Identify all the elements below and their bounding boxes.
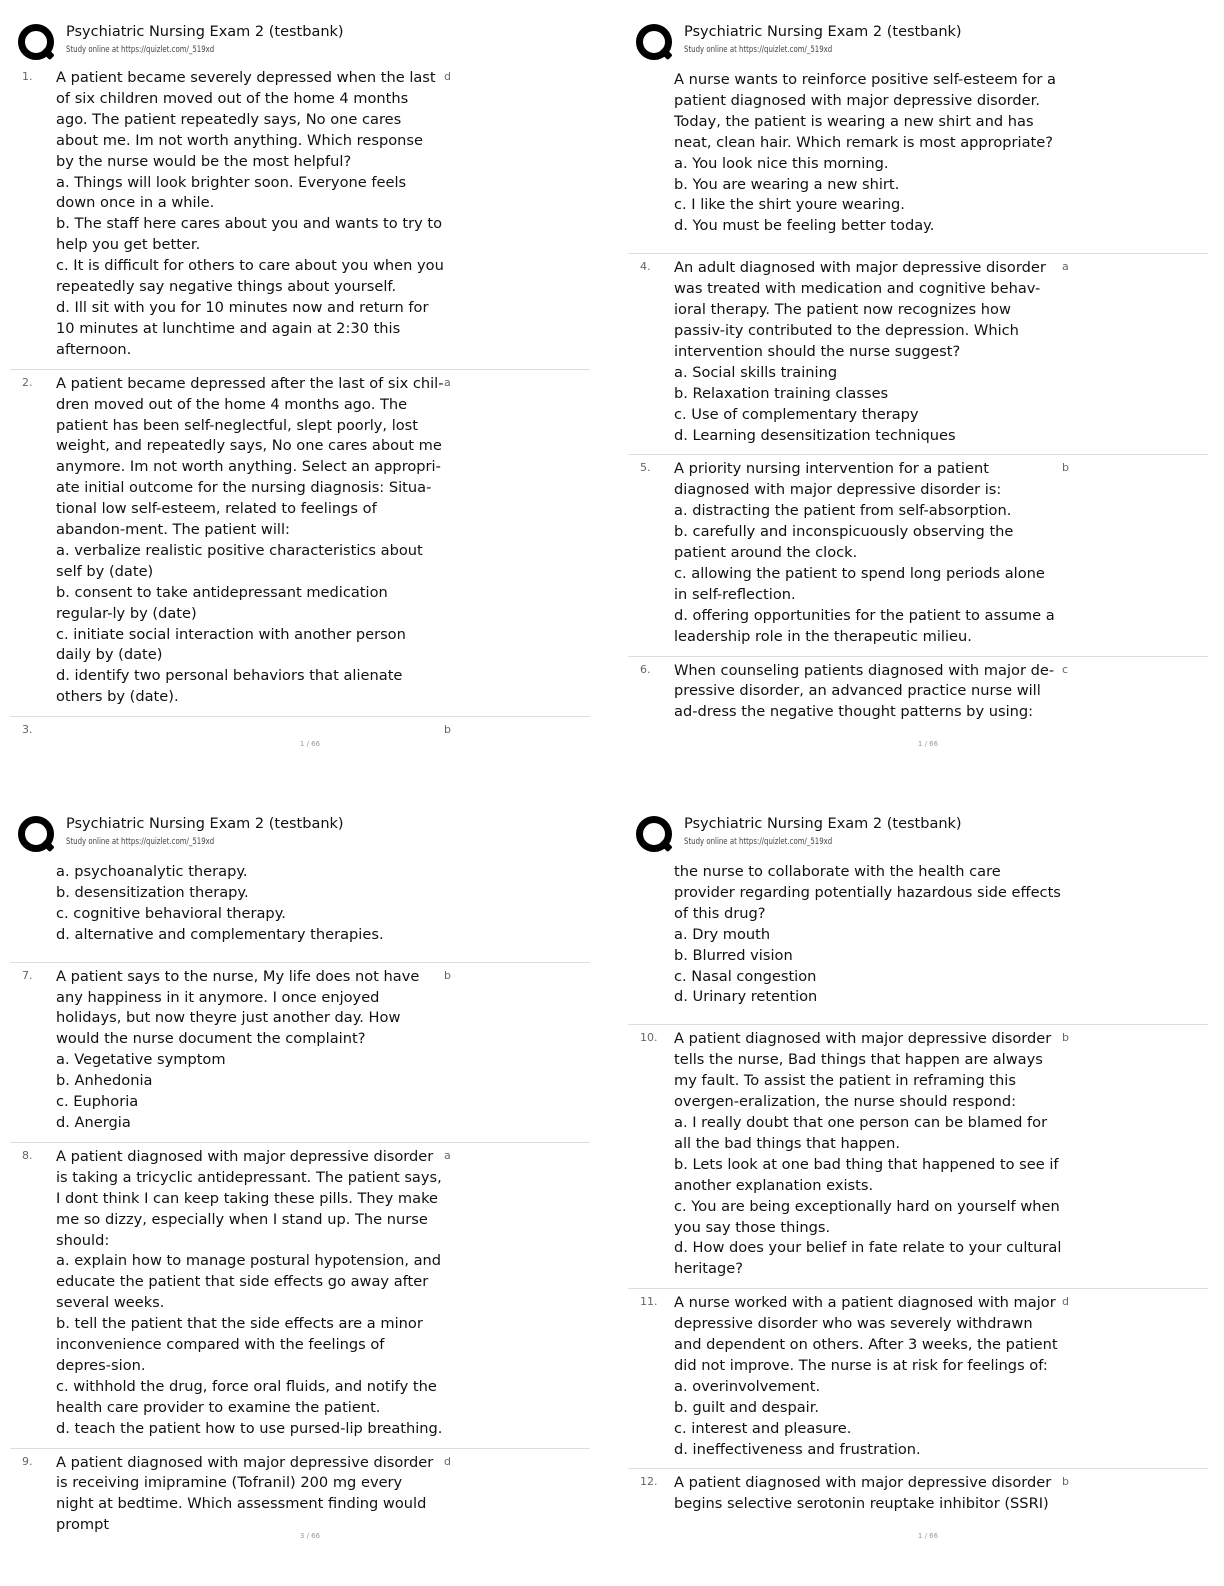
page-3 bbox=[10, 806, 610, 1586]
question-number: 5. bbox=[640, 461, 651, 475]
quizlet-logo-icon bbox=[636, 816, 672, 852]
answer-key: a bbox=[444, 1148, 451, 1162]
continued-text: A nurse wants to reinforce positive self-esteem for a patient diagnosed with major depressive disorder. Today, the patient is wearing a new shirt and has neat, clean hair. Which remark is most appropriate? a. You look nice this morning. b. You are wearing a new shirt. c. I like the shirt youre wearing. d. You must be feeling better today. bbox=[674, 71, 1056, 235]
answer-key: b bbox=[444, 723, 451, 737]
question-card bbox=[10, 963, 590, 1143]
question-number: 4. bbox=[640, 260, 651, 274]
answer-key: d bbox=[1062, 1295, 1069, 1309]
question-text: A patient says to the nurse, My life does not have any happiness in it anymore. I once enjoyed holidays, but now theyre just another day. How would the nurse document the complaint? a. Vegetative symptom b. Anhedonia c. Euphoria d. Anergia bbox=[56, 967, 420, 1131]
question-card bbox=[628, 657, 1208, 732]
answer-key: c bbox=[1062, 662, 1069, 676]
question-number: 8. bbox=[22, 1148, 33, 1162]
question-text: A priority nursing intervention for a patient diagnosed with major depressive disorder is: a. distracting the patient from self-absorption. b. carefully and inconspicuously observing the patient around the clock. c. allowing the patient to spend long periods alone in self-reflection. d. offering opportunities for the patient to assume a leadership role in the therapeutic milieu. bbox=[674, 460, 1055, 645]
page-4 bbox=[628, 806, 1224, 1586]
question-text: When counseling patients diagnosed with major de-pressive disorder, an advanced practice nurse will ad-dress the negative thought patterns by using: bbox=[674, 661, 1055, 721]
question-text: An adult diagnosed with major depressive disorder was treated with medication and cognitive behav-ioral therapy. The patient now recognizes how passiv-ity contributed to the depression. Which intervention should the nurse suggest? a. Social skills training b. Relaxation training classes c. Use of complementary therapy d. Learning desensitization techniques bbox=[674, 259, 1046, 444]
page-header bbox=[10, 806, 590, 850]
page-footer: 3 / 66 bbox=[299, 1532, 321, 1540]
answer-key: a bbox=[1062, 260, 1069, 274]
question-card bbox=[628, 1025, 1208, 1289]
question-card bbox=[628, 254, 1208, 455]
question-number: 6. bbox=[640, 662, 651, 676]
doc-source: Study online at https://quizlet.com/_519xd bbox=[684, 45, 833, 55]
doc-source: Study online at https://quizlet.com/_519xd bbox=[66, 837, 215, 847]
question-number: 7. bbox=[22, 968, 33, 982]
page-footer: 1 / 66 bbox=[917, 1532, 939, 1540]
question-number: 12. bbox=[640, 1475, 658, 1489]
question-number: 11. bbox=[640, 1295, 658, 1309]
page-footer: 1 / 66 bbox=[299, 740, 321, 748]
answer-key: a bbox=[444, 375, 451, 389]
page-header bbox=[10, 14, 590, 58]
doc-title: Psychiatric Nursing Exam 2 (testbank) bbox=[684, 816, 962, 832]
question-card bbox=[628, 1289, 1208, 1469]
page-2 bbox=[628, 14, 1224, 794]
question-card bbox=[628, 455, 1208, 656]
answer-key: b bbox=[1062, 1475, 1069, 1489]
answer-key: b bbox=[1062, 1031, 1069, 1045]
doc-source: Study online at https://quizlet.com/_519xd bbox=[684, 837, 833, 847]
question-text: A patient diagnosed with major depressive disorder is taking a tricyclic antidepressant. The patient says, I dont think I can keep taking these pills. They make me so dizzy, especially when I stand up. The nurse should: a. explain how to manage postural hypotension, and educate the patient that side effects go away after several weeks. b. tell the patient that the side effects are a minor inconvenience compared with the feelings of depres-sion. c. withhold the drug, force oral fluids, and notify the health care provider to examine the patient. d. teach the patient how to use pursed-lip breathing. bbox=[56, 1147, 443, 1437]
answer-key: b bbox=[1062, 461, 1069, 475]
question-card-continued bbox=[628, 64, 1208, 254]
question-card bbox=[10, 370, 590, 718]
question-number: 2. bbox=[22, 375, 33, 389]
question-card bbox=[10, 64, 590, 370]
page-footer: 1 / 66 bbox=[917, 740, 939, 748]
question-text: A patient diagnosed with major depressive disorder tells the nurse, Bad things that happen are always my fault. To assist the patient in reframing this overgen-eralization, the nurse should respond: a. I really doubt that one person can be blamed for all the bad things that happen. b. Lets look at one bad thing that happened to see if another explanation exists. c. You are being exceptionally hard on yourself when you say those things. d. How does your belief in fate relate to your cultural heritage? bbox=[674, 1030, 1062, 1278]
doc-title: Psychiatric Nursing Exam 2 (testbank) bbox=[66, 816, 344, 832]
quizlet-logo-icon bbox=[18, 24, 54, 60]
quizlet-logo-icon bbox=[636, 24, 672, 60]
doc-source: Study online at https://quizlet.com/_519xd bbox=[66, 45, 215, 55]
question-card-continued bbox=[10, 856, 590, 963]
page-1 bbox=[10, 14, 610, 794]
question-text: A patient diagnosed with major depressive disorder begins selective serotonin reuptake inhibitor (SSRI) bbox=[674, 1474, 1052, 1513]
question-card bbox=[10, 1449, 590, 1545]
question-card-continued bbox=[628, 856, 1208, 1025]
question-card bbox=[10, 1143, 590, 1449]
question-text: A patient diagnosed with major depressive disorder is receiving imipramine (Tofranil) 200 mg every night at bedtime. Which assessment finding would prompt bbox=[56, 1453, 434, 1534]
answer-key: d bbox=[444, 70, 451, 83]
continued-text: a. psychoanalytic therapy. b. desensitization therapy. c. cognitive behavioral therapy. d. alternative and complementary therapies. bbox=[56, 863, 384, 943]
question-text: A patient became depressed after the last of six chil-dren moved out of the home 4 months ago. The patient has been self-neglectful, slept poorly, lost weight, and repeatedly says, No one cares about me anymore. Im not worth anything. Select an appropri-ate initial outcome for the nursing diagnosis: Situa-tional low self-esteem, related to feelings of abandon-ment. The patient will: a. verbalize realistic positive characteristics about self by (date) b. consent to take antidepressant medication regular-ly by (date) c. initiate social interaction with another person daily by (date) d. identify two personal behaviors that alienate others by (date). bbox=[56, 374, 444, 706]
page-header bbox=[628, 806, 1208, 850]
question-card bbox=[10, 717, 590, 755]
question-number: 9. bbox=[22, 1454, 33, 1468]
question-number: 1. bbox=[22, 70, 33, 83]
question-text: A nurse worked with a patient diagnosed with major depressive disorder who was severely withdrawn and dependent on others. After 3 weeks, the patient did not improve. The nurse is at risk for feelings of: a. overinvolvement. b. guilt and despair. c. interest and pleasure. d. ineffectiveness and frustration. bbox=[674, 1294, 1058, 1458]
continued-text: the nurse to collaborate with the health care provider regarding potentially hazardous side effects of this drug? a. Dry mouth b. Blurred vision c. Nasal congestion d. Urinary retention bbox=[674, 863, 1061, 1006]
question-text: A patient became severely depressed when the last of six children moved out of the home 4 months ago. The patient repeatedly says, No one cares about me. Im not worth anything. Which response by the nurse would be the most helpful? a. Things will look brighter soon. Everyone feels down once in a while. b. The staff here cares about you and wants to try to help you get better. c. It is difficult for others to care about you when you repeatedly say negative things about yourself. d. Ill sit with you for 10 minutes now and return for 10 minutes at lunchtime and again at 2:30 this afternoon. bbox=[56, 69, 444, 358]
quizlet-logo-icon bbox=[18, 816, 54, 852]
doc-title: Psychiatric Nursing Exam 2 (testbank) bbox=[684, 24, 962, 40]
question-number: 3. bbox=[22, 723, 33, 737]
page-header bbox=[628, 14, 1208, 58]
doc-title: Psychiatric Nursing Exam 2 (testbank) bbox=[66, 24, 344, 40]
answer-key: b bbox=[444, 968, 451, 982]
answer-key: d bbox=[444, 1454, 451, 1468]
question-number: 10. bbox=[640, 1031, 658, 1045]
question-card bbox=[628, 1469, 1208, 1523]
